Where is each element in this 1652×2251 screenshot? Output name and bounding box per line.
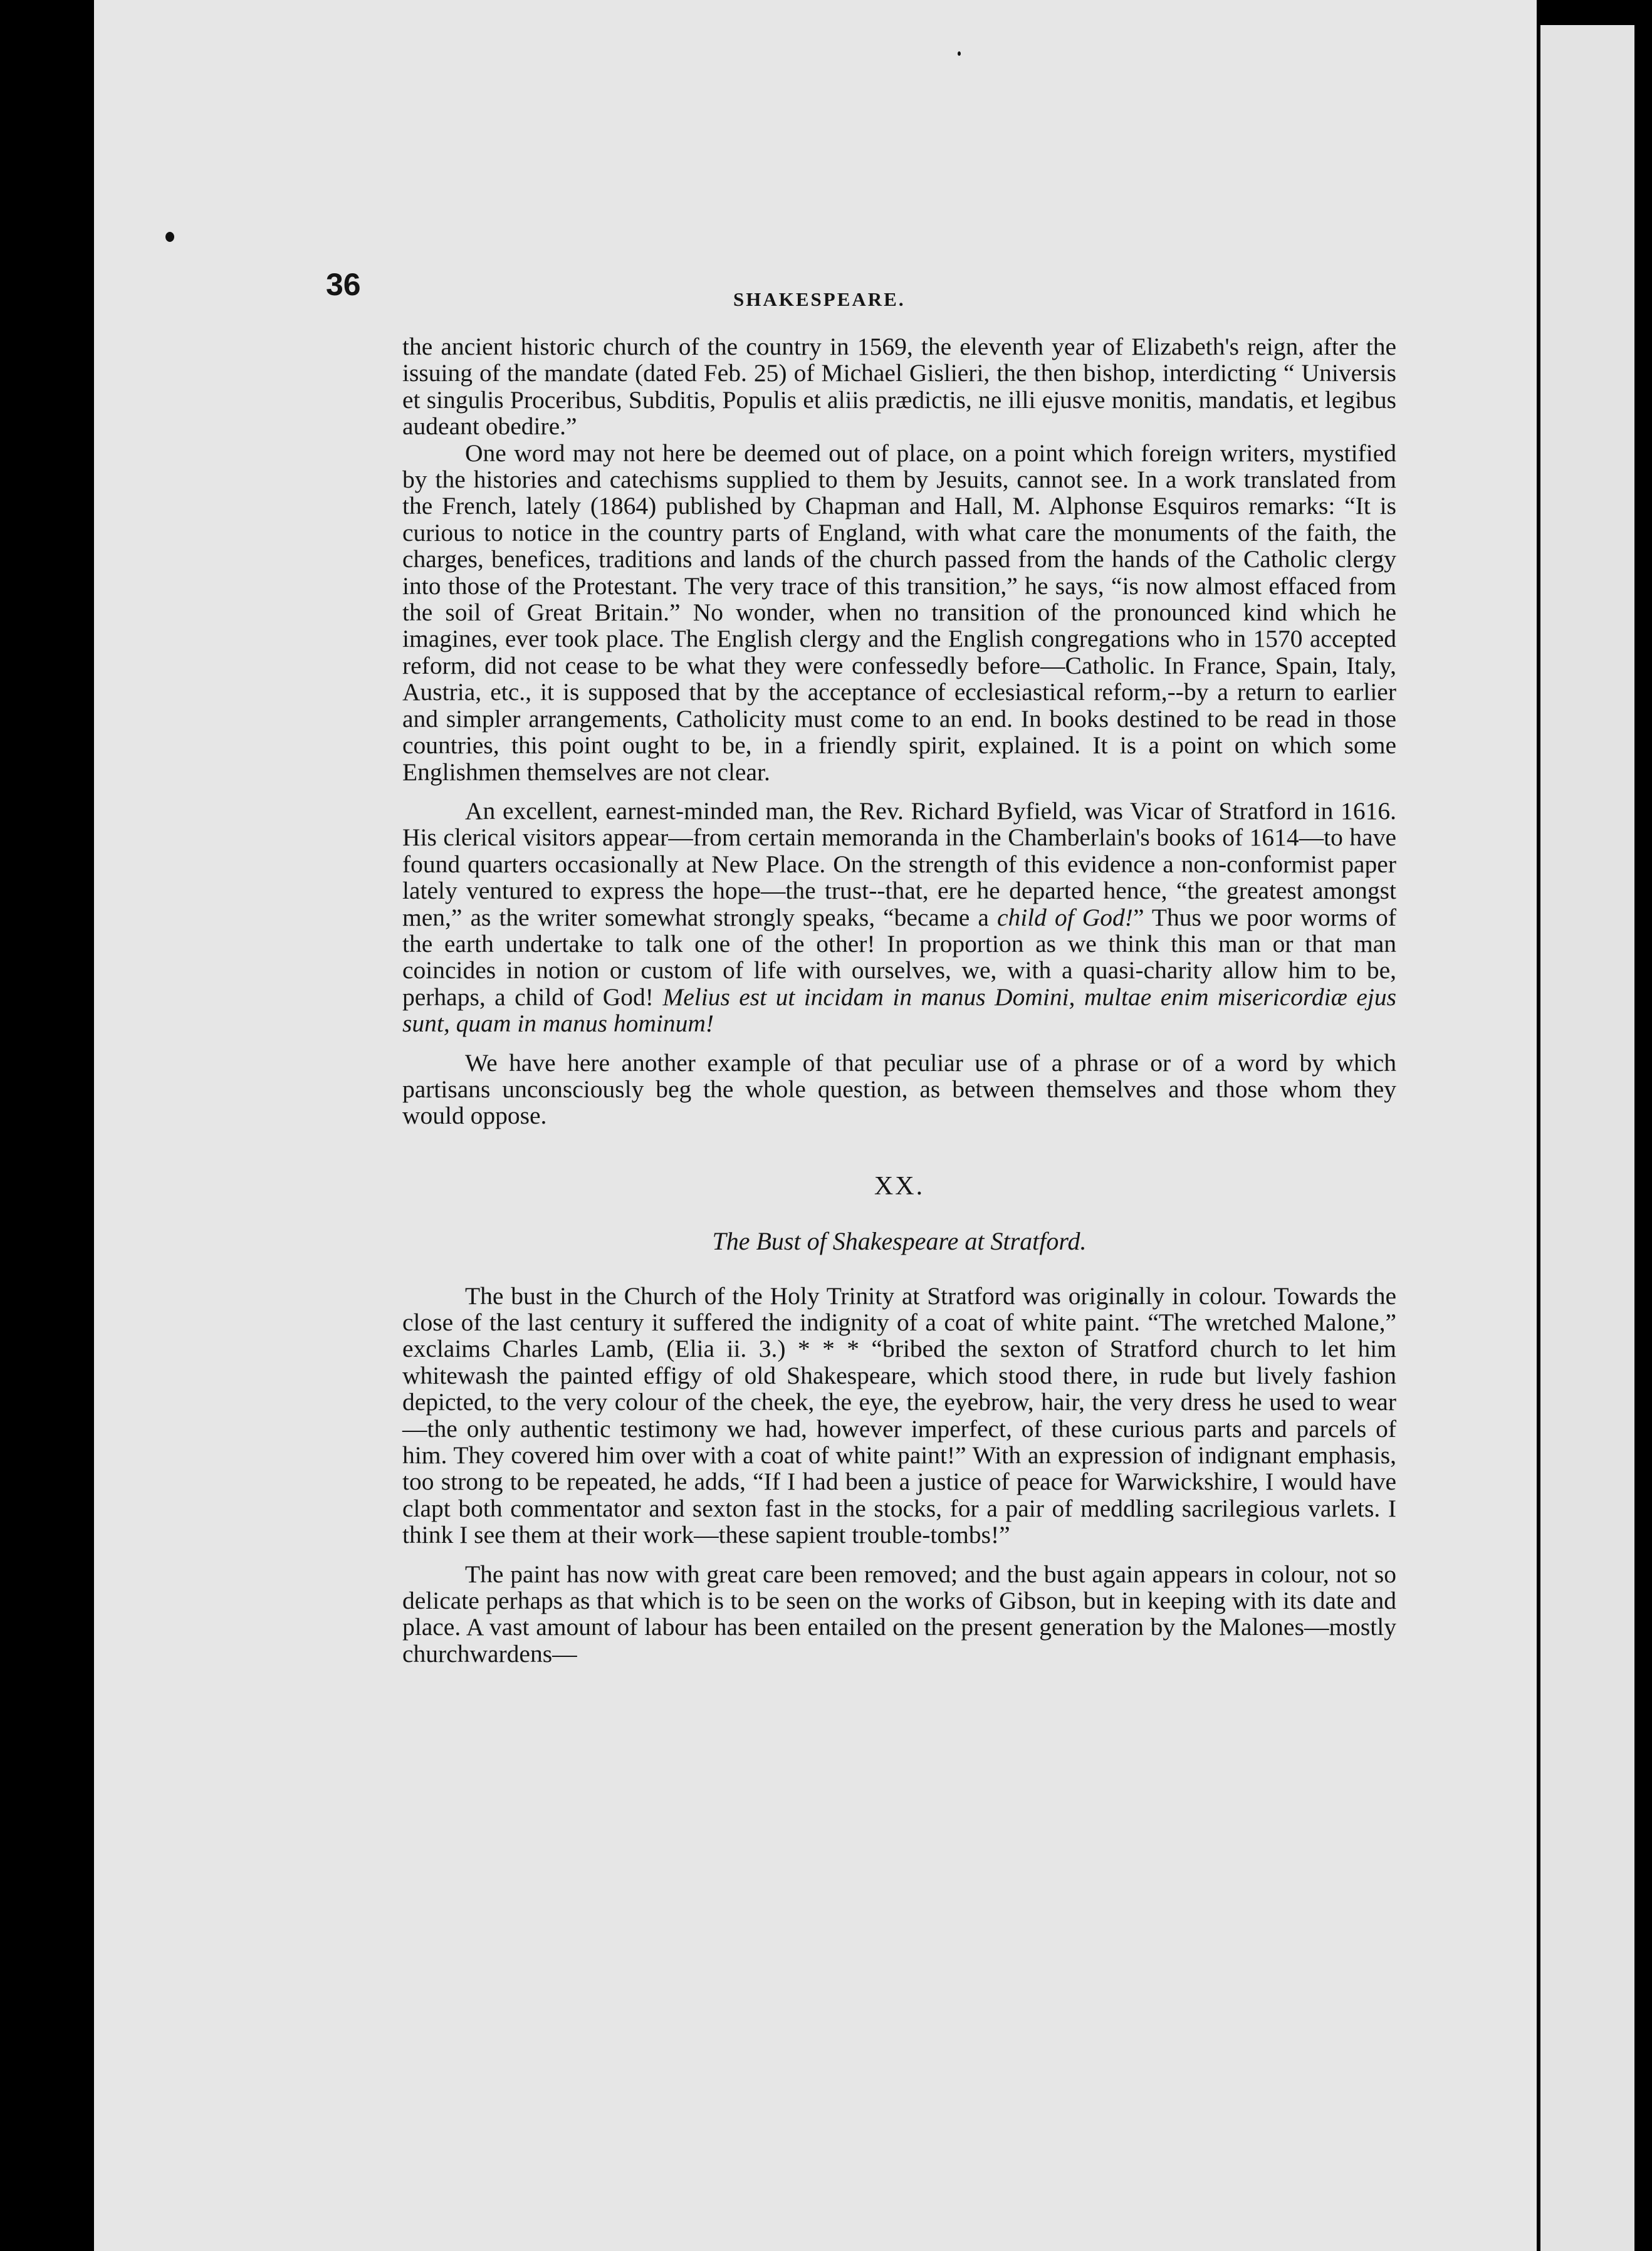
paragraph: We have here another example of that peculiar use of a phrase or of a word by which partisans unconsciously beg the whole question, as between themselves and those whom they would oppose.: [402, 1048, 1396, 1130]
paragraph: One word may not here be deemed out of place, on a point which foreign writers, mystified by the histories and catechisms supplied to them by Jesuits, cannot see. In a work translated from the French, lately (1864) published by Chapman and Hall, M. Alphonse Esquiros remarks: “It is curious to notice in the country parts of England, with what care the monuments of the faith, the charges, benefices, traditions and lands of the church passed from the hands of the Catholic clergy into those of the Protestant. The very trace of this transition,” he says, “is now almost effaced from the soil of Great Britain.” No wonder, when no transition of the pronounced kind which he imagines, ever took place. The English clergy and the English congregations who in 1570 accepted reform, did not cease to be what they were confessedly before—Catholic. In France, Spain, Italy, Austria, etc., it is supposed that by the acceptance of ecclesiastical reform,--by a return to earlier and simpler arrangements, Catholicity must come to an end. In books destined to be read in those countries, this point ought to be, in a friendly spirit, explained. It is a point on which some Englishmen themselves are not clear.: [402, 439, 1396, 786]
section-number: XX.: [874, 1171, 925, 1201]
paragraph: [402, 798, 1396, 1037]
section-title: The Bust of Shakespeare at Stratford.: [712, 1227, 1087, 1256]
body-text: [402, 333, 1396, 1667]
ink-speck: [958, 51, 961, 56]
paragraph: the ancient historic church of the country in 1569, the eleventh year of Elizabeth's reign, after the issuing of the mandate (dated Feb. 25) of Michael Gislieri, the then bishop, interdicting “ Universis et singulis Proceribus, Subditis, Populis et aliis prædictis, ne illi ejusve monitis, mandatis, et legibus audeant obedire.”: [402, 333, 1396, 441]
book-page: [94, 0, 1537, 2251]
latin-quotation: Melius est ut incidam in manus Domini, multae enim misericordiæ ejus sunt, quam in manus hominum!: [402, 983, 1396, 1038]
paragraph: The paint has now with great care been removed; and the bust again appears in colour, not so delicate perhaps as that which is to be seen on the works of Gibson, but in keeping with its date and place. A vast amount of labour has been entailed on the present generation by the Malones—mostly churchwardens—: [402, 1560, 1396, 1668]
paragraph-text: An excellent, earnest-minded man, the Rev. Richard Byfield, was Vicar of Stratford in 1616. His clerical visitors appear—from certain memoranda in the Chamberlain's books of 1614—to have found quarters occasionally at New Place. On the strength of this evidence a non-conformist paper lately ventured to express the hope—the trust--that, ere he departed hence, “the greatest amongst men,” as the writer somewhat strongly speaks, “became a: [402, 796, 1396, 931]
paragraph: The bust in the Church of the Holy Trinity at Stratford was originally in colour. Towards the close of the last century it suffered the indignity of a coat of white paint. “The wretched Malone,” exclaims Charles Lamb, (Elia ii. 3.) * * * “bribed the sexton of Stratford church to let him whitewash the painted effigy of old Shakespeare, which stood there, in rude but lively fashion depicted, to the very colour of the cheek, the eye, the eyebrow, hair, the very dress he used to wear—the only authentic testimony we had, however imperfect, of these curious parts and parcels of him. They covered him over with a coat of white paint!” With an expression of indignant emphasis, too strong to be repeated, he adds, “If I had been a justice of peace for Warwickshire, I would have clapt both commentator and sexton fast in the stocks, for a pair of meddling sacrilegious varlets. I think I see them at their work—these sapient trouble-tombs!”: [402, 1282, 1396, 1549]
running-head: SHAKESPEARE.: [733, 288, 906, 310]
ink-speck: [165, 232, 174, 242]
paragraph-text: ” Thus we poor worms of the earth undertake to talk one of the other! In proportion as we think this man or that man coincides in notion or custom of life with ourselves, we, with a quasi-charity allow him to be, perhaps, a child of God!: [402, 903, 1396, 1011]
page-number: 36: [326, 267, 361, 302]
facing-page-edge: [1540, 25, 1634, 2251]
page-header: [94, 257, 1537, 313]
italic-phrase: child of God!: [996, 903, 1133, 931]
